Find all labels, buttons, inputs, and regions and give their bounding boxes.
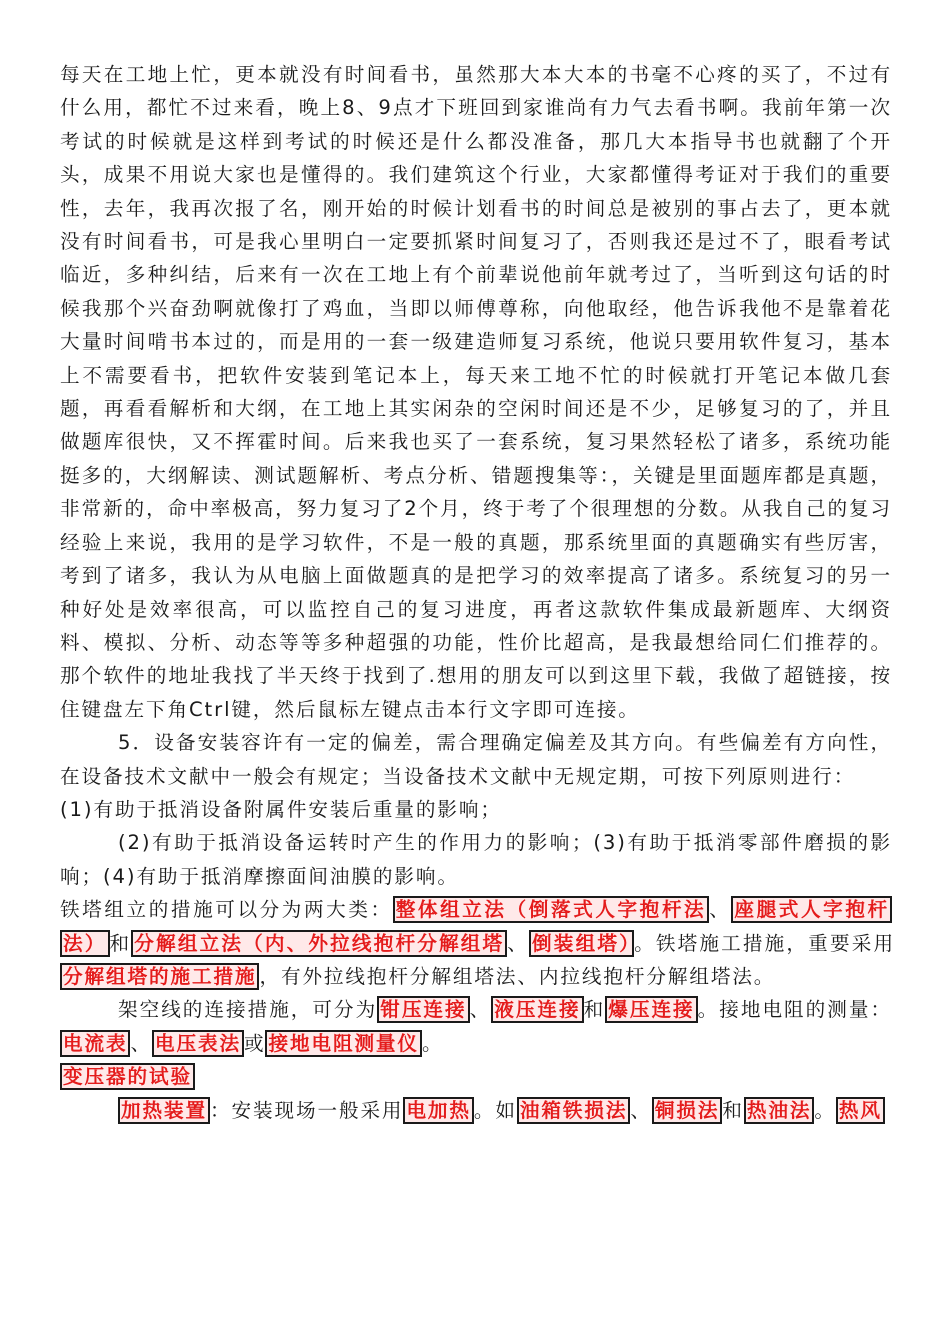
highlight-term: 倒装组塔） xyxy=(529,930,634,957)
highlight-term: 分解组塔的施工措施 xyxy=(60,963,259,990)
highlight-term: 铜损法 xyxy=(652,1097,722,1124)
body-text: 、 xyxy=(709,898,732,922)
body-text: (2)有助于抵消设备运转时产生的作用力的影响；(3)有助于抵消零部件磨损的影响；(4)有助于抵消摩擦面间油膜的影响。 xyxy=(60,831,892,888)
highlight-term: 电流表 xyxy=(60,1030,130,1057)
body-text: 、 xyxy=(630,1098,652,1122)
body-text: 、 xyxy=(130,1031,152,1055)
document-page xyxy=(60,58,895,1127)
highlight-term: 电加热 xyxy=(403,1097,473,1124)
body-text: 和 xyxy=(109,931,132,955)
highlight-term: 接地电阻测量仪 xyxy=(265,1030,421,1057)
body-text: 和 xyxy=(583,998,606,1022)
highlight-term: 钳压连接 xyxy=(377,996,469,1023)
body-text: 每天在工地上忙，更本就没有时间看书，虽然那大本大本的书毫不心疼的买了，不过有什么用，都忙不过来看，晚上8、9点才下班回到家谁尚有力气去看书啊。我前年第一次考试的时候就是这样到考试的时候还是什么都没准备，那几大本指导书也就翻了个开头，成果不用说大家也是懂得的。我们建筑这个行业，大家都懂得考证对于我们的重要性，去年，我再次报了名，刚开始的时候计划看书的时间总是被别的事占去了，更本就没有时间看书，可是我心里明白一定要抓紧时间复习了，否则我还是过不了，眼看考试临近，多种纠结，后来有一次在工地上有个前辈说他前年就考过了，当听到这句话的时候我那个兴奋劲啊就像打了鸡血，当即以师傅尊称，向他取经，他告诉我他不是靠着花大量时间啃书本过的，而是用的一套一级建造师复习系统，他说只要用软件复习，基本上不需要看书，把软件安装到笔记本上，每天来工地不忙的时候就打开笔记本做几套题，再看看解析和大纲，在工地上其实闲杂的空闲时间还是不少，足够复习的了，并且做题库很快，又不挥霍时间。后来我也买了一套系统，复习果然轻松了诸多，系统功能挺多的，大纲解读、测试题解析、考点分析、错题搜集等：，关键是里面题库都是真题，非常新的，命中率极高，努力复习了2个月，终于考了个很理想的分数。从我自己的复习经验上来说，我用的是学习软件，不是一般的真题，那系统里面的真题确实有些厉害，考到了诸多，我认为从电脑上面做题真的是把学习的效率提高了诸多。系统复习的另一种好处是效率很高，可以监控自己的复习进度，再者这款软件集成最新题库、大纲资料、模拟、分析、动态等等多种超强的功能，性价比超高，是我最想给同仁们推荐的。那个软件的地址我找了半天终于找到了.想用的朋友可以到这里下载，我做了超链接，按住键盘左下角Ctrl键，然后鼠标左键点击本行文字即可连接。 xyxy=(60,63,892,721)
body-text: 。 xyxy=(814,1098,836,1122)
highlight-term: 变压器的试验 xyxy=(60,1063,195,1090)
highlight-term: 电压表法 xyxy=(152,1030,244,1057)
body-text: 和 xyxy=(722,1098,744,1122)
section-heading-transformer-test xyxy=(60,1060,892,1093)
highlight-term: 整体组立法（倒落式人字抱杆法 xyxy=(393,896,710,923)
body-text: ，有外拉线抱杆分解组塔法、内拉线抱杆分解组塔法。 xyxy=(259,964,776,988)
paragraph-heating-device xyxy=(60,1094,892,1127)
body-text: ：安装现场一般采用 xyxy=(209,1098,404,1122)
body-text: (1)有助于抵消设备附属件安装后重量的影响； xyxy=(60,797,502,821)
body-text: 、 xyxy=(507,931,530,955)
highlight-term: 油箱铁损法 xyxy=(517,1097,630,1124)
highlight-term: 座腿式人字抱杆法） xyxy=(60,896,892,956)
paragraph-overhead-line xyxy=(60,993,892,1060)
paragraph-item-5 xyxy=(60,726,892,793)
body-text: 。 xyxy=(421,1031,444,1055)
highlight-term: 分解组立法（内、外拉线抱杆分解组塔 xyxy=(131,930,507,957)
highlight-term: 加热装置 xyxy=(118,1097,210,1124)
body-text: 架空线的连接措施，可分为 xyxy=(118,998,378,1022)
body-text: 、 xyxy=(469,998,492,1022)
highlight-term: 液压连接 xyxy=(491,996,583,1023)
highlight-term: 热风 xyxy=(836,1097,885,1124)
body-text: 。接地电阻的测量： xyxy=(697,998,892,1022)
paragraph-principle-1 xyxy=(60,793,892,826)
paragraph-principle-2-4 xyxy=(60,826,892,893)
body-text: 5．设备安装容许有一定的偏差，需合理确定偏差及其方向。有些偏差有方向性，在设备技术文献中一般会有规定；当设备技术文献中无规定期，可按下列原则进行： xyxy=(60,731,892,788)
body-text: 。如 xyxy=(473,1098,517,1122)
body-text: 铁塔组立的措施可以分为两大类： xyxy=(60,898,393,922)
highlight-term: 热油法 xyxy=(744,1097,814,1124)
body-text: 或 xyxy=(243,1031,266,1055)
highlight-term: 爆压连接 xyxy=(605,996,697,1023)
body-text: 。铁塔施工措施，重要采用 xyxy=(634,931,895,955)
paragraph-tower-erection xyxy=(60,893,895,993)
paragraph-testimonial xyxy=(60,58,892,726)
